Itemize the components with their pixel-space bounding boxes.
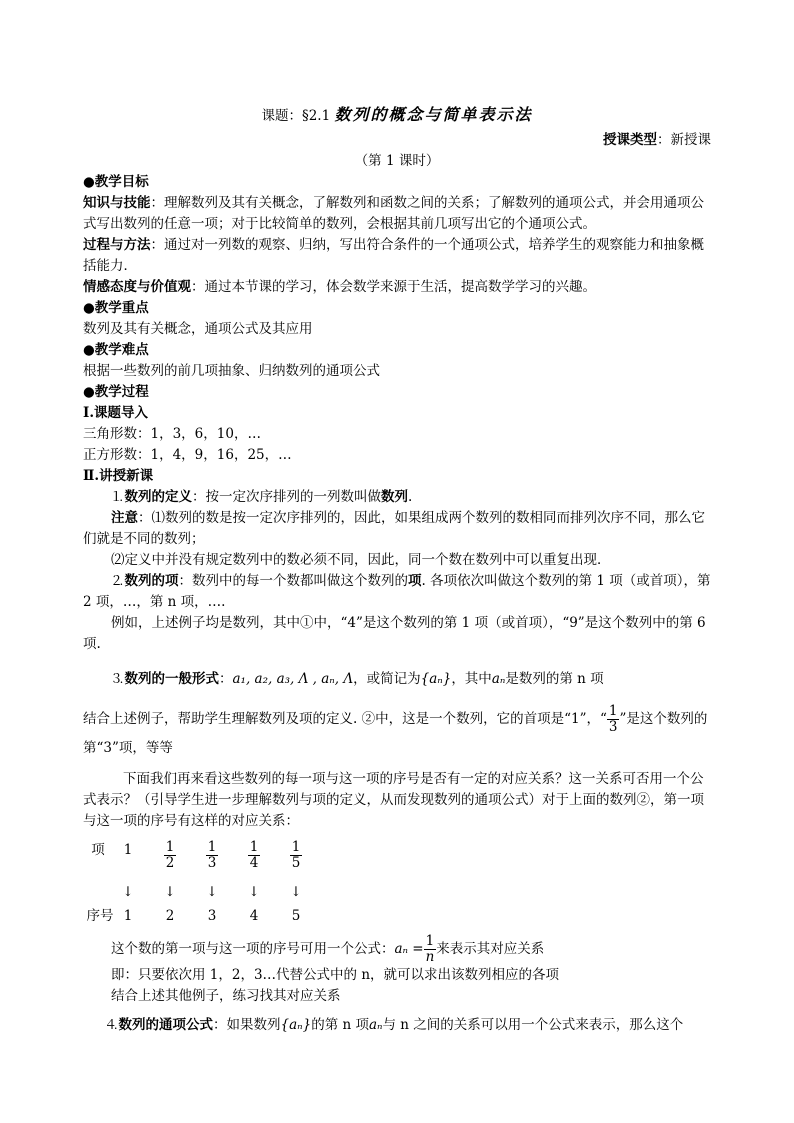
difficulty-heading: ●教学难点 bbox=[83, 342, 149, 358]
combine-text-a: 结合上述例子，帮助学生理解数列及项的定义. ②中，这是一个数列，它的首项是“1”，“ bbox=[83, 711, 607, 727]
def3-label: 数列的一般形式 bbox=[124, 671, 219, 687]
square-numbers: 正方形数：1，4，9，16，25，… bbox=[83, 447, 292, 463]
arrow-4: ↓ bbox=[248, 884, 260, 900]
triangle-numbers: 三角形数：1，3，6，10，… bbox=[83, 426, 261, 442]
definition-4 bbox=[83, 1015, 711, 1036]
arrow-5: ↓ bbox=[290, 884, 302, 900]
formula-text-b: 来表示其对应关系 bbox=[436, 941, 545, 957]
def1-text: ：按一定次序排列的一列数叫做 bbox=[192, 489, 381, 505]
class-type bbox=[83, 130, 711, 151]
term-4-den: 4 bbox=[249, 855, 259, 871]
attitude-paragraph bbox=[83, 277, 711, 298]
key-point-text: 数列及其有关概念，通项公式及其应用 bbox=[83, 321, 313, 337]
def2-term: 项 bbox=[408, 573, 422, 589]
definition-1 bbox=[83, 487, 711, 508]
arrow-3: ↓ bbox=[206, 884, 218, 900]
def3-number: ⒊ bbox=[111, 671, 125, 687]
definition-3 bbox=[83, 669, 711, 690]
term-3-den: 3 bbox=[207, 855, 217, 871]
formula-text-a: 这个数的第一项与这一项的序号可用一个公式： bbox=[111, 941, 395, 957]
attitude-label: 情感态度与价值观 bbox=[83, 279, 191, 295]
session-label: （第 1 课时） bbox=[354, 153, 440, 169]
title-main: 数列的概念与简单表示法 bbox=[334, 105, 533, 124]
document-page bbox=[83, 100, 711, 1036]
def3-tail: 是数列的第 n 项 bbox=[505, 671, 604, 687]
def2-label: 数列的项 bbox=[124, 573, 179, 589]
term-row-label: 项 bbox=[91, 842, 105, 858]
formula-lhs: aₙ = bbox=[394, 941, 424, 957]
attitude-text: ：通过本节课的学习，体会数学来源于生活，提高数学学习的兴趣。 bbox=[191, 279, 596, 295]
def3-colon: ： bbox=[219, 671, 233, 687]
formula-denominator: n bbox=[425, 949, 435, 965]
term-3-num: 1 bbox=[207, 839, 217, 855]
new-lesson-heading: Ⅱ.讲授新课 bbox=[83, 468, 154, 484]
practice-paragraph: 结合上述其他例子，练习找其对应关系 bbox=[111, 988, 341, 1004]
term-row bbox=[83, 840, 711, 882]
combine-paragraph bbox=[83, 704, 711, 761]
term-2-den: 2 bbox=[165, 855, 175, 871]
def4-text-b: 的第 n 项 bbox=[311, 1017, 369, 1033]
example-paragraph: 例如，上述例子均是数列，其中①中，“4”是这个数列的第 1 项（或首项），“9”是这个数列中的第 6 项. bbox=[83, 615, 706, 652]
fraction-denominator: 3 bbox=[608, 719, 618, 735]
knowledge-label: 知识与技能 bbox=[83, 195, 151, 211]
term-3 bbox=[197, 840, 227, 871]
def3-mid: ，或简记为 bbox=[353, 671, 421, 687]
arrow-1: ↓ bbox=[122, 884, 134, 900]
formula-line bbox=[83, 934, 711, 965]
sequence-brace-notation: {aₙ} bbox=[420, 671, 452, 687]
note-1: 注意：⑴数列的数是按一定次序排列的，因此，如果组成两个数列的数相同而排列次序不同，那么它们就是不同的数列； bbox=[83, 510, 705, 547]
index-row-label: 序号 bbox=[86, 908, 114, 924]
key-point-heading: ●教学重点 bbox=[83, 300, 149, 316]
fraction-numerator: 1 bbox=[608, 703, 618, 719]
nth-term-symbol: aₙ bbox=[491, 671, 506, 687]
process-paragraph bbox=[83, 235, 711, 277]
index-5: 5 bbox=[291, 908, 301, 924]
def4-text-c: 与 n 之间的关系可以用一个公式来表示，那么这个 bbox=[382, 1017, 684, 1033]
def2-text: ：数列中的每一个数都叫做这个数列的 bbox=[178, 573, 408, 589]
process-label: 过程与方法 bbox=[83, 237, 151, 253]
term-5-den: 5 bbox=[291, 855, 301, 871]
term-1-value: 1 bbox=[123, 842, 133, 858]
question-paragraph: 下面我们再来看这些数列的每一项与这一项的序号是否有一定的对应关系？这一关系可否用一个公式表示？（引导学生进一步理解数列与项的定义，从而发现数列的通项公式）对于上面的数列②，第一项与这一项的序号有这样的对应关系： bbox=[83, 771, 704, 829]
index-3: 3 bbox=[207, 908, 217, 924]
note-2: ⑵定义中并没有规定数列中的数必须不同，因此，同一个数在数列中可以重复出现． bbox=[111, 552, 611, 568]
title-prefix: 课题：§2.1 bbox=[261, 108, 331, 124]
class-type-value: ：新授课 bbox=[657, 132, 711, 148]
def4-text-a: ：如果数列 bbox=[213, 1017, 281, 1033]
difficulty-text: 根据一些数列的前几项抽象、归纳数列的通项公式 bbox=[83, 363, 380, 379]
process-heading: ●教学过程 bbox=[83, 384, 149, 400]
class-type-label: 授课类型 bbox=[603, 132, 657, 148]
process-text: ：通过对一列数的观察、归纳，写出符合条件的一个通项公式，培养学生的观察能力和抽象概括能力． bbox=[83, 237, 704, 274]
term-2 bbox=[155, 840, 185, 871]
intro-heading: Ⅰ.课题导入 bbox=[83, 405, 149, 421]
term-4-num: 1 bbox=[249, 839, 259, 855]
term-4 bbox=[239, 840, 269, 871]
index-1: 1 bbox=[123, 908, 133, 924]
knowledge-paragraph bbox=[83, 193, 711, 235]
def4-nth-term: aₙ bbox=[368, 1017, 383, 1033]
one-third-fraction bbox=[607, 704, 620, 735]
term-2-num: 1 bbox=[165, 839, 175, 855]
def4-label: 数列的通项公式 bbox=[118, 1017, 213, 1033]
term-5-num: 1 bbox=[291, 839, 301, 855]
term-1 bbox=[113, 840, 143, 861]
general-form-formula: a₁, a₂, a₃, Λ , aₙ, Λ bbox=[232, 671, 354, 687]
index-4: 4 bbox=[249, 908, 259, 924]
def4-brace-notation: {aₙ} bbox=[280, 1017, 312, 1033]
note-label: 注意 bbox=[111, 510, 138, 526]
def1-term: 数列 bbox=[381, 489, 408, 505]
index-2: 2 bbox=[165, 908, 175, 924]
definition-2 bbox=[83, 571, 711, 613]
def4-number: ⒋ bbox=[105, 1017, 119, 1033]
index-row bbox=[83, 906, 711, 934]
arrow-2: ↓ bbox=[164, 884, 176, 900]
def2-number: ⒉ bbox=[111, 573, 125, 589]
objectives-heading: ●教学目标 bbox=[83, 174, 149, 190]
substitute-paragraph: 即：只要依次用 1，2，3…代替公式中的 n，就可以求出该数列相应的各项 bbox=[111, 967, 560, 983]
def1-label: 数列的定义 bbox=[124, 489, 192, 505]
def1-end: . bbox=[408, 489, 413, 505]
formula-fraction bbox=[424, 934, 437, 965]
note1-text: ⑴数列的数是按一定次序排列的，因此，如果组成两个数列的数相同而排列次序不同，那么它们就是不同的数列； bbox=[83, 510, 705, 547]
def2-rest: . 各项依次叫做这个数列的第 1 项（或首项），第 2 项，…，第 n 项，…. bbox=[83, 573, 711, 610]
term-5 bbox=[281, 840, 311, 871]
knowledge-text: ：理解数列及其有关概念，了解数列和函数之间的关系；了解数列的通项公式，并会用通项公式写出数列的任意一项；对于比较简单的数列，会根据其前几项写出它的个通项公式。 bbox=[83, 195, 704, 232]
formula-numerator: 1 bbox=[425, 933, 435, 949]
combine-text-b: ”是这个数列的第“3”项，等等 bbox=[83, 711, 708, 756]
def1-number: ⒈ bbox=[111, 489, 125, 505]
lesson-title bbox=[83, 100, 711, 130]
arrow-row bbox=[83, 882, 711, 906]
def3-end: ，其中 bbox=[451, 671, 492, 687]
